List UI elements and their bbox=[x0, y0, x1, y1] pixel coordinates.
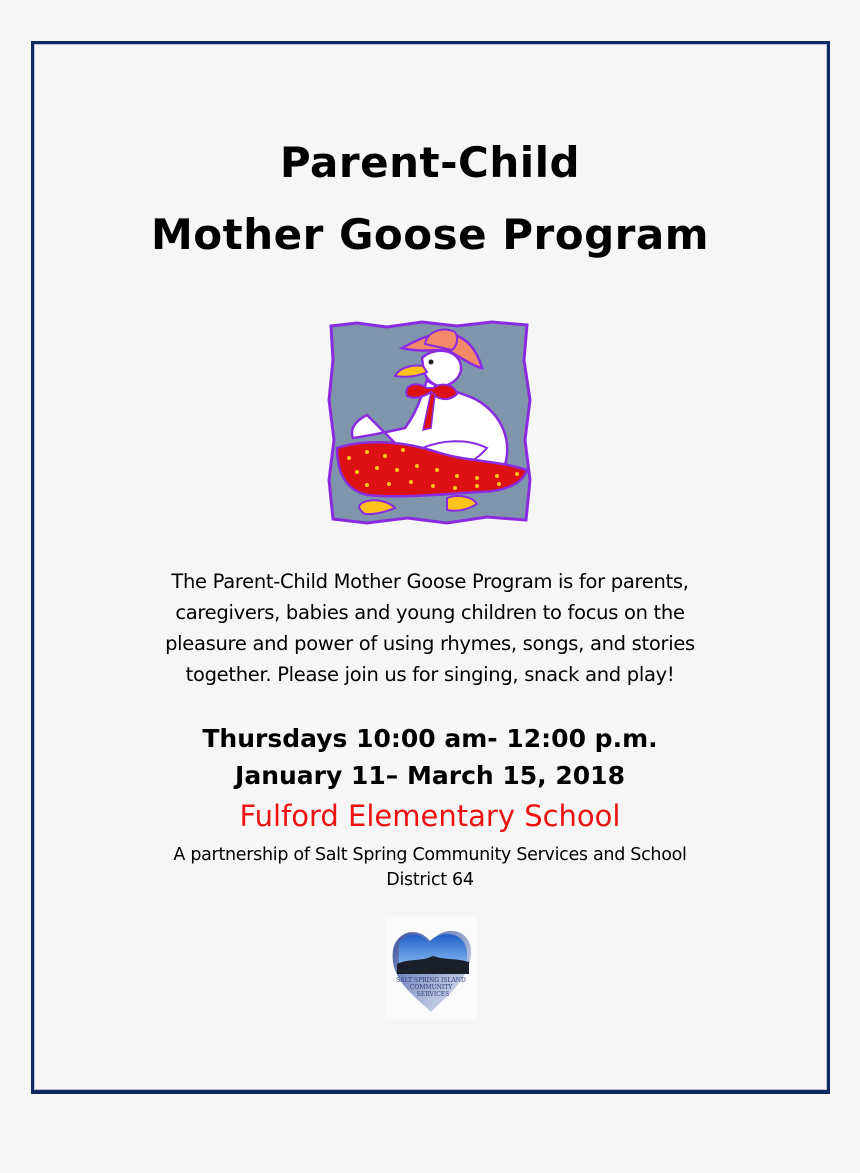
description-line: together. Please join us for singing, snack and play! bbox=[185, 663, 675, 686]
salt-spring-community-services-logo bbox=[385, 916, 477, 1020]
location: Fulford Elementary School bbox=[239, 799, 621, 833]
schedule-dates: January 11– March 15, 2018 bbox=[235, 761, 625, 790]
logo-line-2: COMMUNITY bbox=[409, 984, 453, 991]
program-description bbox=[130, 566, 730, 690]
mother-goose-illustration bbox=[327, 320, 533, 525]
description-line: pleasure and power of using rhymes, songs, and stories bbox=[165, 632, 695, 655]
title-line-1: Parent-Child bbox=[279, 138, 581, 187]
partnership-line: A partnership of Salt Spring Community Services and School bbox=[173, 845, 687, 865]
partnership-line: District 64 bbox=[386, 870, 474, 890]
description-line: caregivers, babies and young children to focus on the bbox=[175, 601, 685, 624]
description-line: The Parent-Child Mother Goose Program is for parents, bbox=[171, 570, 689, 593]
title-line-2: Mother Goose Program bbox=[151, 210, 709, 259]
logo-line-1: SALT SPRING ISLAND bbox=[396, 977, 466, 984]
schedule-time: Thursdays 10:00 am- 12:00 p.m. bbox=[202, 724, 658, 753]
partnership-text bbox=[130, 843, 730, 893]
logo-line-3: SERVICES bbox=[416, 991, 450, 998]
